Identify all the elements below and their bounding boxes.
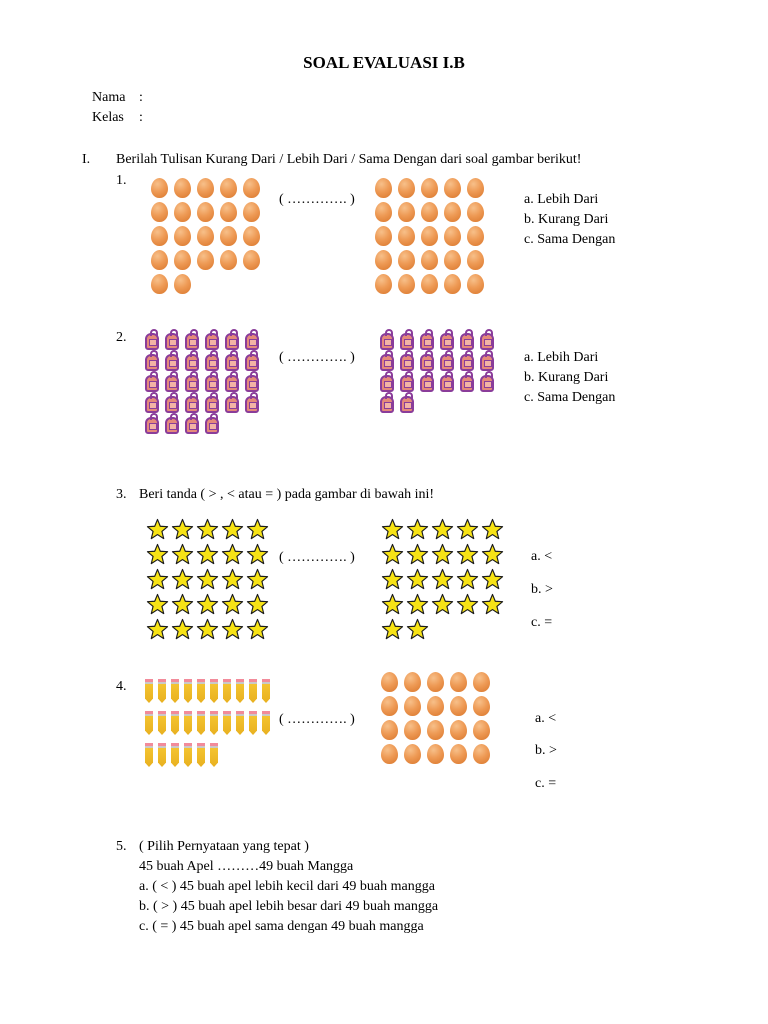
egg-icon [197, 250, 214, 270]
star-icon [481, 518, 504, 541]
question-2-option-a: a. Lebih Dari [524, 350, 599, 365]
star-icon [146, 618, 169, 641]
class-label: Kelas [92, 110, 124, 125]
star-icon [146, 518, 169, 541]
pencil-icon [158, 711, 166, 735]
star-icon [381, 618, 404, 641]
star-icon [196, 568, 219, 591]
backpack-icon [145, 417, 159, 434]
egg-icon [197, 178, 214, 198]
egg-icon [427, 696, 444, 716]
backpack-icon [245, 396, 259, 413]
pencil-icon [158, 743, 166, 767]
pencil-icon [223, 711, 231, 735]
pencil-icon [249, 679, 257, 703]
egg-icon [375, 274, 392, 294]
star-icon [246, 568, 269, 591]
star-icon [171, 568, 194, 591]
backpack-icon [460, 354, 474, 371]
egg-icon [151, 202, 168, 222]
star-icon [146, 543, 169, 566]
egg-icon [404, 696, 421, 716]
egg-icon [174, 178, 191, 198]
egg-icon [375, 250, 392, 270]
question-4-right-picture [378, 670, 498, 766]
backpack-icon [205, 333, 219, 350]
backpack-icon [165, 396, 179, 413]
backpack-icon [380, 333, 394, 350]
question-2-option-c: c. Sama Dengan [524, 390, 616, 405]
star-icon [221, 568, 244, 591]
egg-icon [450, 720, 467, 740]
egg-icon [444, 274, 461, 294]
question-1-option-c: c. Sama Dengan [524, 232, 616, 247]
question-1-option-b: b. Kurang Dari [524, 212, 609, 227]
backpack-icon [480, 354, 494, 371]
egg-icon [404, 672, 421, 692]
question-2-option-b: b. Kurang Dari [524, 370, 609, 385]
backpack-icon [400, 396, 414, 413]
egg-icon [243, 250, 260, 270]
egg-icon [467, 250, 484, 270]
pencil-icon [262, 711, 270, 735]
pencil-icon [171, 711, 179, 735]
question-3-option-c: c. = [531, 615, 553, 630]
star-icon [406, 568, 429, 591]
question-3-blank: ( …………. ) [279, 550, 355, 565]
star-icon [171, 543, 194, 566]
question-3-instruction: Beri tanda ( > , < atau = ) pada gambar di bawah ini! [139, 487, 435, 502]
egg-icon [151, 178, 168, 198]
star-icon [246, 543, 269, 566]
egg-icon [467, 226, 484, 246]
backpack-icon [480, 333, 494, 350]
egg-icon [381, 672, 398, 692]
star-icon [456, 568, 479, 591]
backpack-icon [380, 375, 394, 392]
egg-icon [467, 274, 484, 294]
star-icon [431, 593, 454, 616]
backpack-icon [480, 375, 494, 392]
pencil-icon [197, 743, 205, 767]
question-5-option-a: a. ( < ) 45 buah apel lebih kecil dari 49 buah mangga [139, 879, 435, 894]
egg-icon [398, 274, 415, 294]
egg-icon [444, 178, 461, 198]
pencil-icon [210, 743, 218, 767]
pencil-icon [262, 679, 270, 703]
pencil-icon [145, 743, 153, 767]
backpack-icon [205, 396, 219, 413]
star-icon [431, 518, 454, 541]
pencil-icon [249, 711, 257, 735]
egg-icon [174, 274, 191, 294]
star-icon [456, 593, 479, 616]
backpack-icon [225, 354, 239, 371]
star-icon [431, 543, 454, 566]
egg-icon [220, 250, 237, 270]
backpack-icon [205, 417, 219, 434]
backpack-icon [420, 375, 434, 392]
egg-icon [473, 696, 490, 716]
star-icon [221, 518, 244, 541]
star-icon [246, 618, 269, 641]
backpack-icon [440, 354, 454, 371]
egg-icon [381, 696, 398, 716]
question-1-right-picture [372, 176, 497, 296]
backpack-icon [460, 375, 474, 392]
question-5-number: 5. [116, 839, 127, 854]
pencil-icon [145, 711, 153, 735]
egg-icon [243, 178, 260, 198]
star-icon [381, 543, 404, 566]
pencil-icon [223, 679, 231, 703]
egg-icon [151, 250, 168, 270]
backpack-icon [380, 396, 394, 413]
star-icon [171, 518, 194, 541]
backpack-icon [225, 396, 239, 413]
backpack-icon [205, 354, 219, 371]
star-icon [146, 568, 169, 591]
backpack-icon [165, 375, 179, 392]
star-icon [481, 568, 504, 591]
question-3-number: 3. [116, 487, 127, 502]
backpack-icon [400, 354, 414, 371]
egg-icon [381, 720, 398, 740]
egg-icon [243, 202, 260, 222]
star-icon [406, 518, 429, 541]
question-2-blank: ( …………. ) [279, 350, 355, 365]
question-4-number: 4. [116, 679, 127, 694]
star-icon [406, 593, 429, 616]
egg-icon [398, 250, 415, 270]
backpack-icon [165, 354, 179, 371]
star-icon [221, 593, 244, 616]
question-4-left-picture [143, 677, 273, 769]
pencil-icon [197, 679, 205, 703]
egg-icon [375, 226, 392, 246]
backpack-icon [400, 375, 414, 392]
egg-icon [421, 178, 438, 198]
egg-icon [375, 178, 392, 198]
egg-icon [243, 226, 260, 246]
egg-icon [151, 274, 168, 294]
egg-icon [375, 202, 392, 222]
egg-icon [404, 744, 421, 764]
egg-icon [197, 202, 214, 222]
question-4-option-b: b. > [535, 743, 557, 758]
star-icon [381, 593, 404, 616]
backpack-icon [460, 333, 474, 350]
star-icon [196, 518, 219, 541]
backpack-icon [400, 333, 414, 350]
pencil-icon [236, 711, 244, 735]
question-1-blank: ( …………. ) [279, 192, 355, 207]
section-instruction: Berilah Tulisan Kurang Dari / Lebih Dari / Sama Dengan dari soal gambar berikut! [116, 152, 582, 167]
backpack-icon [225, 333, 239, 350]
pencil-icon [184, 679, 192, 703]
pencil-icon [145, 679, 153, 703]
egg-icon [450, 744, 467, 764]
question-5-option-c: c. ( = ) 45 buah apel sama dengan 49 buah mangga [139, 919, 424, 934]
egg-icon [427, 720, 444, 740]
question-3-right-picture [380, 518, 506, 641]
backpack-icon [245, 333, 259, 350]
egg-icon [473, 672, 490, 692]
star-icon [146, 593, 169, 616]
question-2-left-picture [142, 331, 272, 436]
egg-icon [151, 226, 168, 246]
egg-icon [174, 202, 191, 222]
egg-icon [473, 720, 490, 740]
question-5-option-b: b. ( > ) 45 buah apel lebih besar dari 49 buah mangga [139, 899, 439, 914]
backpack-icon [145, 396, 159, 413]
egg-icon [220, 178, 237, 198]
pencil-icon [236, 679, 244, 703]
question-4-option-c: c. = [535, 776, 557, 791]
backpack-icon [245, 375, 259, 392]
class-colon: : [139, 110, 143, 125]
pencil-icon [171, 743, 179, 767]
name-colon: : [139, 90, 143, 105]
name-label: Nama [92, 90, 126, 105]
backpack-icon [440, 333, 454, 350]
question-5-header: ( Pilih Pernyataan yang tepat ) [139, 839, 309, 854]
star-icon [431, 568, 454, 591]
backpack-icon [440, 375, 454, 392]
pencil-icon [210, 679, 218, 703]
star-icon [221, 618, 244, 641]
egg-icon [473, 744, 490, 764]
star-icon [246, 593, 269, 616]
star-icon [221, 543, 244, 566]
egg-icon [174, 226, 191, 246]
egg-icon [220, 226, 237, 246]
star-icon [381, 518, 404, 541]
question-4-blank: ( …………. ) [279, 712, 355, 727]
egg-icon [174, 250, 191, 270]
backpack-icon [145, 354, 159, 371]
egg-icon [421, 250, 438, 270]
egg-icon [467, 202, 484, 222]
star-icon [481, 543, 504, 566]
backpack-icon [185, 354, 199, 371]
egg-icon [450, 696, 467, 716]
question-3-option-b: b. > [531, 582, 553, 597]
star-icon [481, 593, 504, 616]
section-number: I. [82, 152, 91, 167]
star-icon [406, 543, 429, 566]
pencil-icon [171, 679, 179, 703]
question-5-statement: 45 buah Apel ………49 buah Mangga [139, 859, 354, 874]
egg-icon [444, 226, 461, 246]
egg-icon [450, 672, 467, 692]
star-icon [406, 618, 429, 641]
question-1-left-picture [148, 176, 273, 296]
egg-icon [427, 744, 444, 764]
pencil-icon [197, 711, 205, 735]
egg-icon [444, 202, 461, 222]
egg-icon [444, 250, 461, 270]
question-2-right-picture [377, 331, 507, 415]
egg-icon [398, 202, 415, 222]
egg-icon [427, 672, 444, 692]
backpack-icon [145, 333, 159, 350]
backpack-icon [420, 333, 434, 350]
pencil-icon [184, 743, 192, 767]
star-icon [456, 518, 479, 541]
star-icon [171, 618, 194, 641]
question-3-left-picture [145, 518, 271, 641]
pencil-icon [184, 711, 192, 735]
backpack-icon [165, 333, 179, 350]
star-icon [171, 593, 194, 616]
star-icon [196, 618, 219, 641]
egg-icon [404, 720, 421, 740]
egg-icon [381, 744, 398, 764]
egg-icon [467, 178, 484, 198]
backpack-icon [185, 396, 199, 413]
question-1-number: 1. [116, 173, 127, 188]
egg-icon [421, 226, 438, 246]
star-icon [246, 518, 269, 541]
star-icon [381, 568, 404, 591]
pencil-icon [158, 679, 166, 703]
pencil-icon [210, 711, 218, 735]
egg-icon [421, 202, 438, 222]
question-1-option-a: a. Lebih Dari [524, 192, 599, 207]
backpack-icon [185, 333, 199, 350]
backpack-icon [165, 417, 179, 434]
question-4-option-a: a. < [535, 711, 557, 726]
egg-icon [398, 226, 415, 246]
backpack-icon [145, 375, 159, 392]
backpack-icon [185, 375, 199, 392]
backpack-icon [205, 375, 219, 392]
star-icon [196, 593, 219, 616]
backpack-icon [225, 375, 239, 392]
question-2-number: 2. [116, 330, 127, 345]
backpack-icon [420, 354, 434, 371]
egg-icon [421, 274, 438, 294]
egg-icon [197, 226, 214, 246]
backpack-icon [185, 417, 199, 434]
document-title: SOAL EVALUASI I.B [303, 53, 465, 72]
backpack-icon [245, 354, 259, 371]
star-icon [196, 543, 219, 566]
star-icon [456, 543, 479, 566]
question-3-option-a: a. < [531, 549, 553, 564]
egg-icon [220, 202, 237, 222]
backpack-icon [380, 354, 394, 371]
egg-icon [398, 178, 415, 198]
